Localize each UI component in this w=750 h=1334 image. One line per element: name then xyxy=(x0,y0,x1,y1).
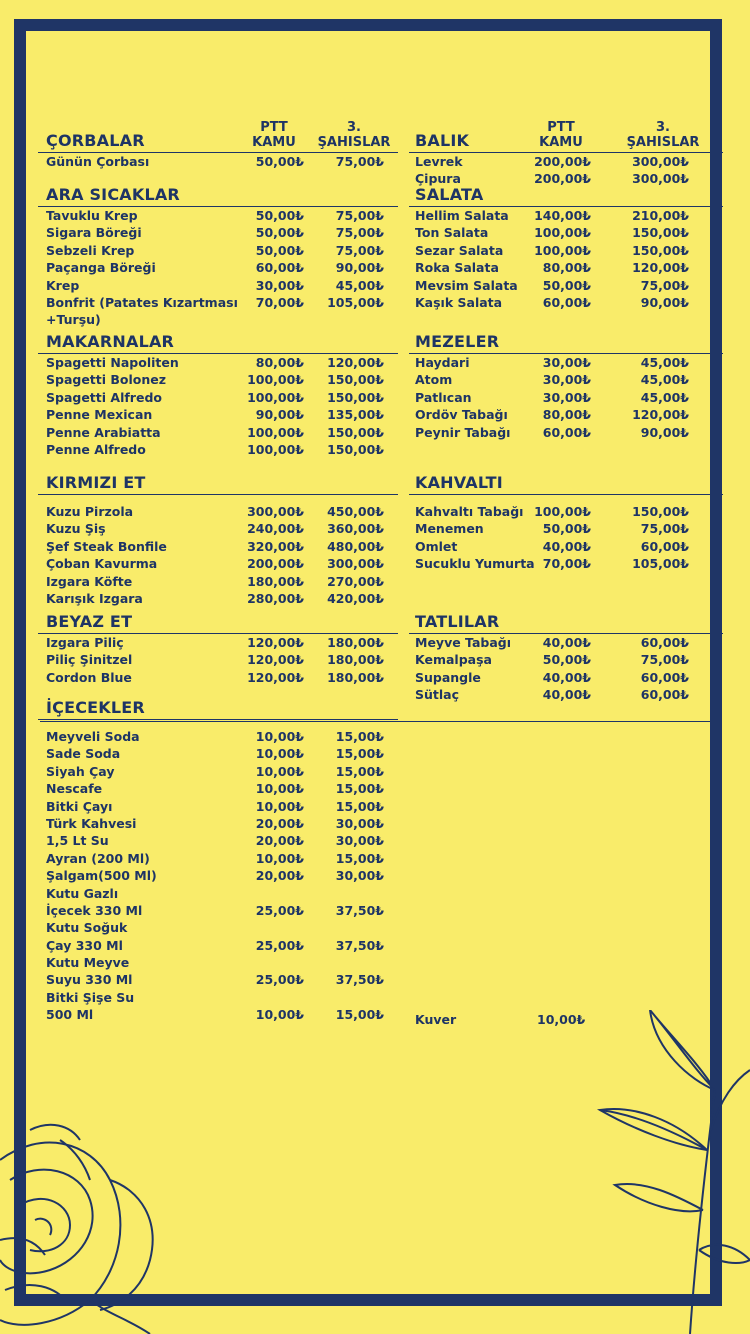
item-price-third: 180,00₺ xyxy=(327,669,384,685)
menu-item xyxy=(44,746,400,763)
menu-item xyxy=(44,278,400,295)
menu-item xyxy=(44,816,400,833)
item-price-third: 30,00₺ xyxy=(335,868,384,884)
item-name: +Turşu) xyxy=(46,312,101,328)
item-price-third: 15,00₺ xyxy=(335,763,384,779)
item-price-ptt: 25,00₺ xyxy=(255,937,304,953)
item-price-ptt: 100,00₺ xyxy=(247,372,304,388)
item-price-third: 15,00₺ xyxy=(335,850,384,866)
item-price-ptt: 240,00₺ xyxy=(247,521,304,537)
item-price-ptt: 30,00₺ xyxy=(255,277,304,293)
item-price-third: 45,00₺ xyxy=(640,372,689,388)
item-price-ptt: 70,00₺ xyxy=(542,556,591,572)
menu-item xyxy=(44,886,400,903)
section-header xyxy=(44,697,400,719)
item-name: Sütlaç xyxy=(415,687,460,703)
item-name: Siyah Çay xyxy=(46,763,115,779)
section-right-1 xyxy=(413,184,723,312)
item-price-third: 270,00₺ xyxy=(327,573,384,589)
section-header xyxy=(44,112,400,152)
item-price-ptt: 50,00₺ xyxy=(255,225,304,241)
item-price-third: 150,00₺ xyxy=(632,242,689,258)
item-price-third: 15,00₺ xyxy=(335,1007,384,1023)
item-price-third: 90,00₺ xyxy=(335,260,384,276)
item-price-ptt: 20,00₺ xyxy=(255,815,304,831)
item-price-ptt: 10,00₺ xyxy=(255,850,304,866)
item-name: Bonfrit (Patates Kızartması xyxy=(46,294,238,310)
item-price-ptt: 140,00₺ xyxy=(534,208,591,223)
item-price-ptt: 100,00₺ xyxy=(247,389,304,405)
section-title: MAKARNALAR xyxy=(46,332,175,351)
item-name: Ton Salata xyxy=(415,225,489,241)
section-left-4 xyxy=(44,611,400,687)
item-price-third: 90,00₺ xyxy=(640,294,689,310)
section-header xyxy=(413,112,723,152)
item-name: Levrek xyxy=(415,154,463,169)
item-price-third: 45,00₺ xyxy=(640,389,689,405)
item-name: Hellim Salata xyxy=(415,208,509,223)
item-price-third: 135,00₺ xyxy=(327,407,384,423)
section-title: BALIK xyxy=(415,131,470,150)
section-title: KAHVALTI xyxy=(415,473,503,492)
section-left-0 xyxy=(44,112,400,171)
item-name: Bitki Çayı xyxy=(46,798,113,814)
item-price-third: 480,00₺ xyxy=(327,538,384,554)
menu-item xyxy=(44,390,400,407)
item-price-ptt: 20,00₺ xyxy=(255,833,304,849)
item-price-ptt: 100,00₺ xyxy=(534,242,591,258)
menu-item xyxy=(413,278,723,295)
menu-item xyxy=(44,972,400,989)
item-name: Türk Kahvesi xyxy=(46,815,137,831)
item-price-third: 150,00₺ xyxy=(327,389,384,405)
menu-item xyxy=(44,652,400,669)
item-name: Meyveli Soda xyxy=(46,729,140,744)
menu-item xyxy=(44,504,400,521)
item-price-ptt: 50,00₺ xyxy=(542,277,591,293)
item-name: Omlet xyxy=(415,538,458,554)
section-right-2 xyxy=(413,331,723,442)
section-header xyxy=(413,472,723,494)
item-name: Penne Arabiatta xyxy=(46,424,161,440)
item-price-third: 210,00₺ xyxy=(632,208,689,223)
item-price-ptt: 50,00₺ xyxy=(542,521,591,537)
item-price-ptt: 80,00₺ xyxy=(255,355,304,370)
item-price-third: 120,00₺ xyxy=(327,355,384,370)
section-title: SALATA xyxy=(415,185,484,204)
item-price-third: 75,00₺ xyxy=(335,208,384,223)
item-price-ptt: 50,00₺ xyxy=(542,652,591,668)
item-name: Kahvaltı Tabağı xyxy=(415,504,524,519)
item-price-ptt: 40,00₺ xyxy=(542,635,591,650)
section-right-4 xyxy=(413,611,723,705)
item-name: Nescafe xyxy=(46,781,103,797)
item-price-third: 37,50₺ xyxy=(335,937,384,953)
section-title: MEZELER xyxy=(415,332,500,351)
section-left-2 xyxy=(44,331,400,459)
item-name: Spagetti Napoliten xyxy=(46,355,179,370)
menu-item xyxy=(44,208,400,225)
menu-item xyxy=(44,312,400,329)
menu-item xyxy=(413,425,723,442)
item-price-third: 300,00₺ xyxy=(632,154,689,169)
item-price-ptt: 80,00₺ xyxy=(542,407,591,423)
section-rule xyxy=(38,719,398,720)
item-price-third: 15,00₺ xyxy=(335,781,384,797)
section-header xyxy=(413,331,723,353)
column-header-ptt: PTT KAMU xyxy=(539,120,583,150)
item-price-third: 15,00₺ xyxy=(335,798,384,814)
column-header-third: 3. ŞAHISLAR xyxy=(626,120,700,150)
item-name: Sade Soda xyxy=(46,746,121,762)
item-price-ptt: 120,00₺ xyxy=(247,669,304,685)
item-name: Kutu Soğuk xyxy=(46,920,128,936)
menu-item xyxy=(413,670,723,687)
menu-item xyxy=(44,920,400,937)
menu-item xyxy=(413,652,723,669)
menu-item xyxy=(44,225,400,242)
item-name: Menemen xyxy=(415,521,484,537)
menu-item xyxy=(44,868,400,885)
item-price-ptt: 40,00₺ xyxy=(542,538,591,554)
item-price-third: 300,00₺ xyxy=(327,556,384,572)
menu-item xyxy=(44,781,400,798)
item-name: Kuzu Pirzola xyxy=(46,504,134,519)
item-name: Suyu 330 Ml xyxy=(46,972,133,988)
menu-item xyxy=(44,729,400,746)
item-name: Krep xyxy=(46,277,80,293)
item-name: Peynir Tabağı xyxy=(415,424,511,440)
item-name: Karışık Izgara xyxy=(46,590,143,606)
item-name: 1,5 Lt Su xyxy=(46,833,109,849)
item-price-ptt: 50,00₺ xyxy=(255,154,304,169)
item-name: Roka Salata xyxy=(415,260,499,276)
item-name: Mevsim Salata xyxy=(415,277,518,293)
item-price-ptt: 180,00₺ xyxy=(247,573,304,589)
section-title: TATLILAR xyxy=(415,612,500,631)
section-right-0 xyxy=(413,112,723,189)
menu-item xyxy=(44,521,400,538)
item-price-third: 150,00₺ xyxy=(632,504,689,519)
menu-item xyxy=(44,425,400,442)
item-price-third: 75,00₺ xyxy=(335,242,384,258)
item-price-third: 30,00₺ xyxy=(335,815,384,831)
item-price-third: 60,00₺ xyxy=(640,687,689,703)
menu-item xyxy=(44,670,400,687)
menu-item xyxy=(44,442,400,459)
item-price-third: 75,00₺ xyxy=(335,225,384,241)
item-price-third: 420,00₺ xyxy=(327,590,384,606)
item-price-ptt: 10,00₺ xyxy=(255,729,304,744)
item-price-third: 450,00₺ xyxy=(327,504,384,519)
item-price-ptt: 300,00₺ xyxy=(247,504,304,519)
section-left-1 xyxy=(44,184,400,330)
section-title: İÇECEKLER xyxy=(46,698,145,717)
item-price-ptt: 60,00₺ xyxy=(255,260,304,276)
item-name: Ayran (200 Ml) xyxy=(46,850,150,866)
item-price-third: 120,00₺ xyxy=(632,407,689,423)
item-name: Sebzeli Krep xyxy=(46,242,135,258)
item-name: Tavuklu Krep xyxy=(46,208,138,223)
item-price-ptt: 100,00₺ xyxy=(247,424,304,440)
item-price-third: 45,00₺ xyxy=(640,355,689,370)
item-name: Kutu Meyve xyxy=(46,955,130,971)
item-price-ptt: 100,00₺ xyxy=(247,441,304,457)
item-price-ptt: 25,00₺ xyxy=(255,972,304,988)
item-price-third: 120,00₺ xyxy=(632,260,689,276)
section-title: KIRMIZI ET xyxy=(46,473,146,492)
item-price-ptt: 120,00₺ xyxy=(247,652,304,668)
section-header xyxy=(44,184,400,206)
item-name: Bitki Şişe Su xyxy=(46,989,135,1005)
item-price-third: 180,00₺ xyxy=(327,635,384,650)
item-price-third: 105,00₺ xyxy=(632,556,689,572)
menu-item xyxy=(44,539,400,556)
menu-item xyxy=(44,938,400,955)
column-header-ptt: PTT KAMU xyxy=(252,120,296,150)
section-title: ÇORBALAR xyxy=(46,131,145,150)
section-header xyxy=(44,472,400,494)
item-name: Izgara Köfte xyxy=(46,573,133,589)
item-price-ptt: 200,00₺ xyxy=(534,171,591,187)
item-name: Şef Steak Bonfile xyxy=(46,538,167,554)
item-name: Kaşık Salata xyxy=(415,294,503,310)
kuver-price: 10,00₺ xyxy=(537,1012,586,1027)
item-name: Supangle xyxy=(415,669,481,685)
menu-item xyxy=(413,539,723,556)
item-price-ptt: 60,00₺ xyxy=(542,294,591,310)
menu-item xyxy=(413,260,723,277)
menu-item xyxy=(413,635,723,652)
item-name: Çoban Kavurma xyxy=(46,556,158,572)
item-price-ptt: 10,00₺ xyxy=(255,1007,304,1023)
item-price-third: 30,00₺ xyxy=(335,833,384,849)
item-price-third: 45,00₺ xyxy=(335,277,384,293)
item-price-ptt: 100,00₺ xyxy=(534,225,591,241)
section-rule xyxy=(409,633,723,634)
menu-item xyxy=(413,355,723,372)
item-price-third: 300,00₺ xyxy=(632,171,689,187)
item-price-ptt: 320,00₺ xyxy=(247,538,304,554)
item-price-third: 360,00₺ xyxy=(327,521,384,537)
section-rule xyxy=(409,206,723,207)
item-price-third: 150,00₺ xyxy=(327,441,384,457)
item-price-third: 75,00₺ xyxy=(640,652,689,668)
item-name: Günün Çorbası xyxy=(46,154,150,169)
item-name: Ordöv Tabağı xyxy=(415,407,508,423)
item-price-third: 150,00₺ xyxy=(632,225,689,241)
menu-item xyxy=(413,154,723,171)
item-price-ptt: 40,00₺ xyxy=(542,669,591,685)
menu-item xyxy=(44,635,400,652)
menu-item xyxy=(44,556,400,573)
column-header-third: 3. ŞAHISLAR xyxy=(317,120,391,150)
item-name: Piliç Şinitzel xyxy=(46,652,133,668)
section-header xyxy=(44,611,400,633)
item-name: Sezar Salata xyxy=(415,242,504,258)
item-price-third: 90,00₺ xyxy=(640,424,689,440)
item-name: Sigara Böreği xyxy=(46,225,142,241)
item-price-ptt: 60,00₺ xyxy=(542,424,591,440)
item-price-ptt: 30,00₺ xyxy=(542,372,591,388)
section-left-3 xyxy=(44,472,400,608)
kuver-row xyxy=(415,1012,586,1027)
menu-item xyxy=(413,521,723,538)
item-name: Patlıcan xyxy=(415,389,472,405)
item-name: İçecek 330 Ml xyxy=(46,902,143,918)
item-price-third: 60,00₺ xyxy=(640,538,689,554)
item-price-third: 15,00₺ xyxy=(335,746,384,762)
item-price-third: 37,50₺ xyxy=(335,972,384,988)
divider-line xyxy=(40,721,716,722)
item-name: Penne Mexican xyxy=(46,407,153,423)
item-price-ptt: 50,00₺ xyxy=(255,242,304,258)
item-price-ptt: 30,00₺ xyxy=(542,355,591,370)
item-price-third: 60,00₺ xyxy=(640,669,689,685)
menu-item xyxy=(44,591,400,608)
menu-item xyxy=(44,295,400,312)
item-price-ptt: 120,00₺ xyxy=(247,635,304,650)
item-price-ptt: 40,00₺ xyxy=(542,687,591,703)
item-name: Sucuklu Yumurta xyxy=(415,556,535,572)
menu-item xyxy=(413,556,723,573)
section-right-3 xyxy=(413,472,723,574)
menu-item xyxy=(413,372,723,389)
item-price-ptt: 25,00₺ xyxy=(255,902,304,918)
menu-item xyxy=(413,243,723,260)
item-price-third: 150,00₺ xyxy=(327,424,384,440)
section-left-5 xyxy=(44,697,400,1025)
item-name: Spagetti Bolonez xyxy=(46,372,167,388)
menu-item xyxy=(44,355,400,372)
item-name: Paçanga Böreği xyxy=(46,260,156,276)
item-price-ptt: 20,00₺ xyxy=(255,868,304,884)
menu-item xyxy=(413,390,723,407)
section-rule xyxy=(38,152,398,153)
item-price-ptt: 10,00₺ xyxy=(255,763,304,779)
item-price-third: 105,00₺ xyxy=(327,294,384,310)
menu-item xyxy=(44,154,400,171)
section-rule xyxy=(409,353,723,354)
menu-item xyxy=(44,243,400,260)
kuver-label: Kuver xyxy=(415,1012,457,1027)
menu-item xyxy=(44,1007,400,1024)
menu-item xyxy=(44,851,400,868)
section-title: BEYAZ ET xyxy=(46,612,133,631)
item-price-ptt: 10,00₺ xyxy=(255,781,304,797)
menu-item xyxy=(413,225,723,242)
menu-item xyxy=(44,407,400,424)
item-name: Kutu Gazlı xyxy=(46,885,119,901)
item-price-third: 180,00₺ xyxy=(327,652,384,668)
section-header xyxy=(44,331,400,353)
item-price-third: 75,00₺ xyxy=(640,277,689,293)
item-price-ptt: 70,00₺ xyxy=(255,294,304,310)
item-price-ptt: 50,00₺ xyxy=(255,208,304,223)
item-name: Çipura xyxy=(415,171,461,187)
section-title: ARA SICAKLAR xyxy=(46,185,180,204)
menu-item xyxy=(44,764,400,781)
menu-item xyxy=(413,407,723,424)
section-rule xyxy=(38,633,398,634)
item-name: Kuzu Şiş xyxy=(46,521,106,537)
item-price-ptt: 10,00₺ xyxy=(255,798,304,814)
menu-item xyxy=(413,504,723,521)
item-price-ptt: 200,00₺ xyxy=(534,154,591,169)
item-price-third: 37,50₺ xyxy=(335,902,384,918)
flower-icon xyxy=(0,1120,170,1334)
item-name: Haydari xyxy=(415,355,470,370)
menu-item xyxy=(413,687,723,704)
item-price-third: 60,00₺ xyxy=(640,635,689,650)
section-rule xyxy=(38,206,398,207)
item-price-ptt: 280,00₺ xyxy=(247,590,304,606)
section-rule xyxy=(38,353,398,354)
item-price-third: 75,00₺ xyxy=(640,521,689,537)
menu-item xyxy=(44,799,400,816)
item-price-third: 75,00₺ xyxy=(335,154,384,169)
section-rule xyxy=(409,494,723,495)
item-price-ptt: 80,00₺ xyxy=(542,260,591,276)
item-name: Penne Alfredo xyxy=(46,441,146,457)
item-name: Atom xyxy=(415,372,453,388)
item-name: Şalgam(500 Ml) xyxy=(46,868,157,884)
item-name: Izgara Piliç xyxy=(46,635,124,650)
section-rule xyxy=(409,152,723,153)
item-price-ptt: 10,00₺ xyxy=(255,746,304,762)
section-rule xyxy=(38,494,398,495)
menu-item xyxy=(44,372,400,389)
item-name: Kemalpaşa xyxy=(415,652,492,668)
menu-item xyxy=(413,295,723,312)
item-name: Meyve Tabağı xyxy=(415,635,512,650)
menu-item xyxy=(44,903,400,920)
menu-item xyxy=(44,833,400,850)
menu-item xyxy=(44,990,400,1007)
item-price-third: 150,00₺ xyxy=(327,372,384,388)
item-price-ptt: 30,00₺ xyxy=(542,389,591,405)
menu-item xyxy=(44,955,400,972)
item-price-ptt: 200,00₺ xyxy=(247,556,304,572)
menu-item xyxy=(413,208,723,225)
item-price-ptt: 90,00₺ xyxy=(255,407,304,423)
item-price-ptt: 100,00₺ xyxy=(534,504,591,519)
item-name: Cordon Blue xyxy=(46,669,132,685)
section-header xyxy=(413,184,723,206)
menu-item xyxy=(44,260,400,277)
item-price-third: 15,00₺ xyxy=(335,729,384,744)
leaf-branch-icon xyxy=(595,1010,750,1334)
section-header xyxy=(413,611,723,633)
item-name: 500 Ml xyxy=(46,1007,94,1023)
menu-item xyxy=(44,574,400,591)
item-name: Çay 330 Ml xyxy=(46,937,123,953)
item-name: Spagetti Alfredo xyxy=(46,389,162,405)
